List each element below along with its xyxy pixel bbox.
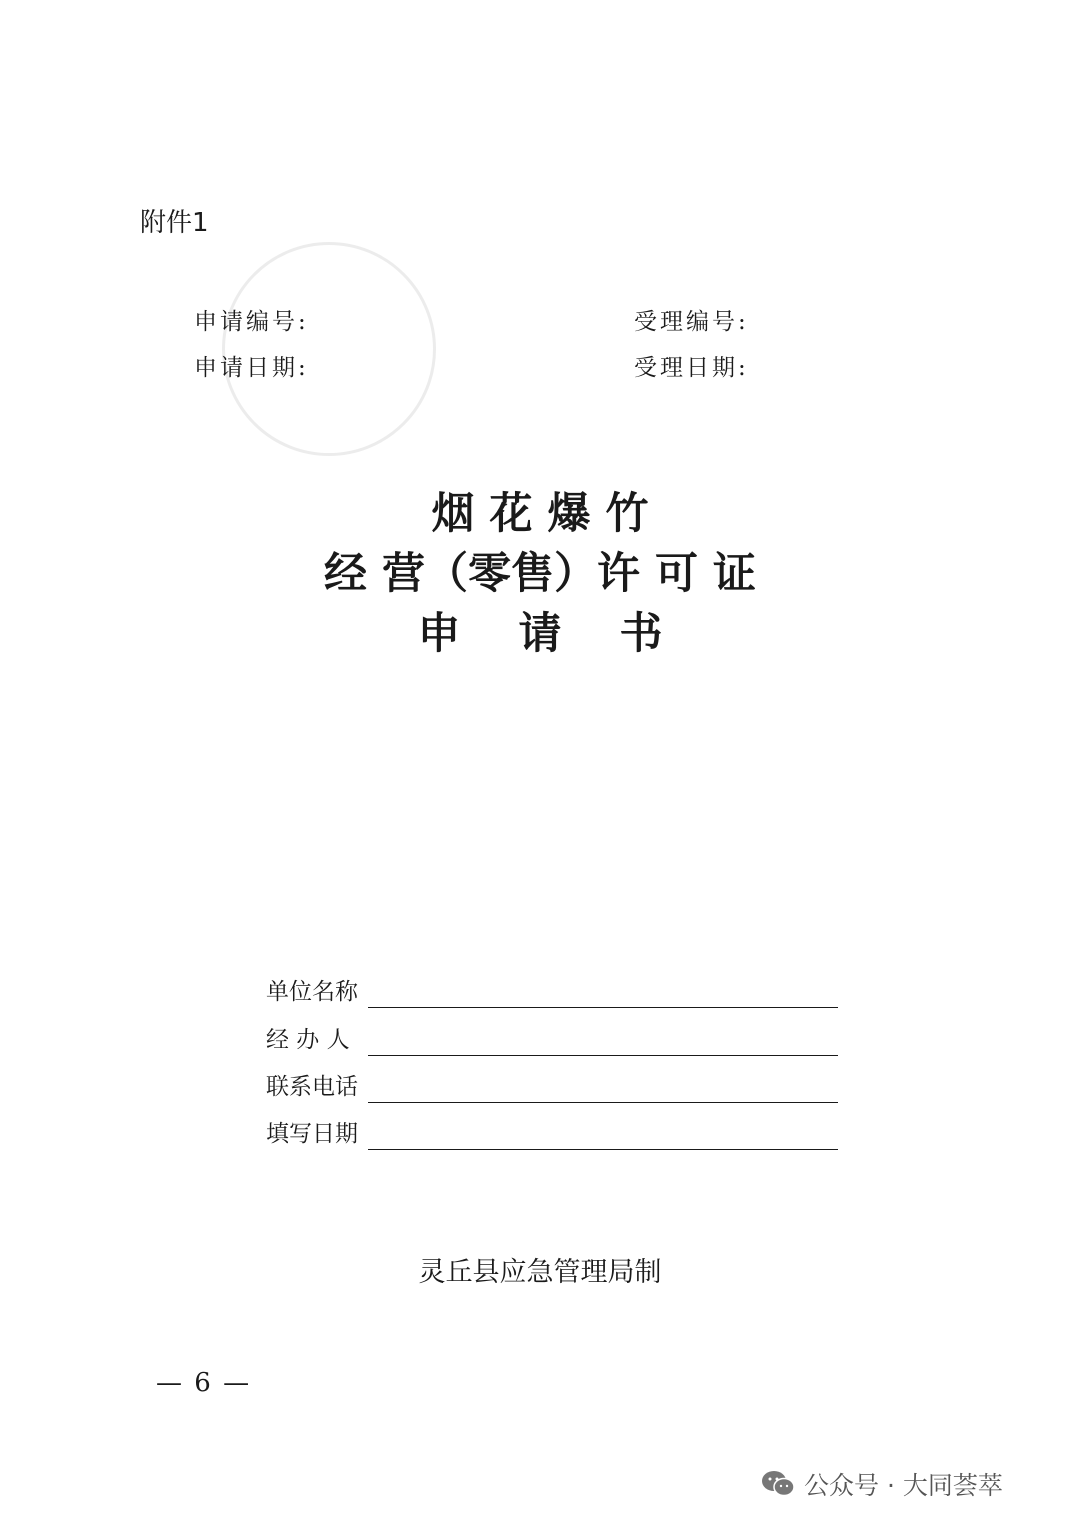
page-number: — 6 — (156, 1368, 252, 1398)
form-label-fill-date: 填写日期 (266, 1121, 358, 1147)
application-number-label: 申请编号: (194, 309, 309, 335)
form-row-fill-date (266, 1114, 838, 1148)
application-date-label: 申请日期: (194, 355, 309, 381)
handler-blank-line (368, 1027, 838, 1056)
title-line-3: 申 请 书 (417, 609, 663, 659)
form-row-phone (266, 1067, 838, 1101)
title-line-2: 经 营（零售）许 可 证 (324, 549, 756, 599)
form-label-phone: 联系电话 (266, 1074, 358, 1100)
form-label-handler: 经 办 人 (266, 1027, 350, 1053)
fill-date-blank-line (368, 1121, 838, 1150)
watermark-text: 公众号 · 大同荟萃 (804, 1471, 1003, 1500)
form-label-unit-name: 单位名称 (266, 979, 358, 1005)
watermark (760, 1466, 1003, 1502)
unit-name-blank-line (368, 979, 838, 1008)
attachment-label: 附件1 (140, 208, 209, 238)
title-line-1: 烟 花 爆 竹 (431, 489, 649, 539)
acceptance-number-label: 受理编号: (634, 309, 749, 335)
form-row-handler (266, 1020, 838, 1054)
acceptance-date-label: 受理日期: (634, 355, 749, 381)
issuer-line: 灵丘县应急管理局制 (418, 1257, 662, 1288)
wechat-icon (760, 1469, 796, 1499)
form-row-unit-name (266, 972, 838, 1006)
phone-blank-line (368, 1074, 838, 1103)
